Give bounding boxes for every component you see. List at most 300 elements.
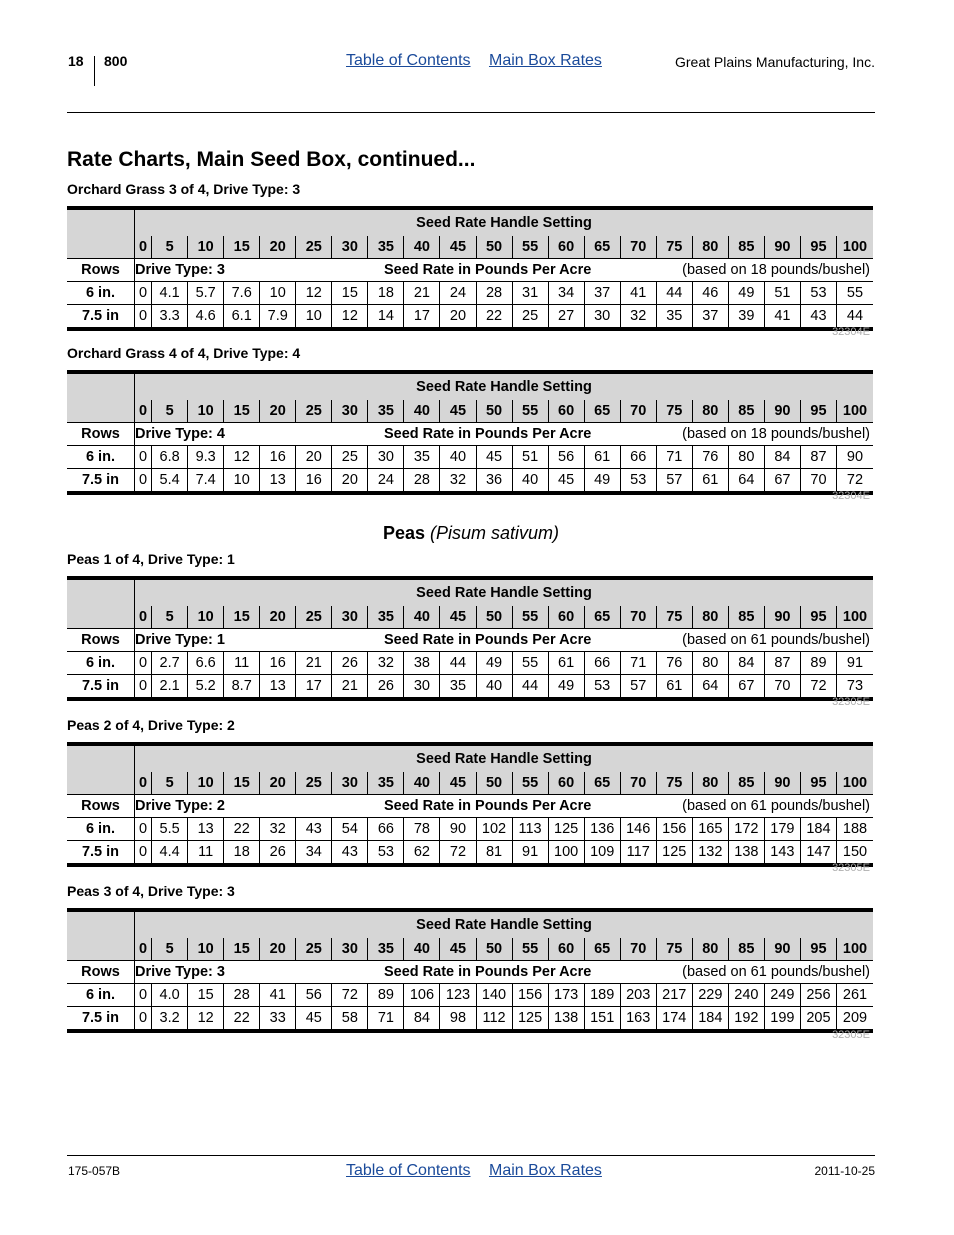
setting-value: 15 <box>224 606 260 629</box>
rate-cell: 5.5 <box>152 818 188 841</box>
rate-cell: 58 <box>332 1007 368 1032</box>
setting-value: 75 <box>656 606 692 629</box>
rate-cell: 138 <box>728 841 764 866</box>
setting-value: 85 <box>728 236 764 259</box>
figure-code: 32304E <box>832 490 870 502</box>
rate-cell: 45 <box>548 469 584 494</box>
rate-cell: 109 <box>584 841 620 866</box>
rate-cell: 64 <box>728 469 764 494</box>
rate-cell: 32 <box>620 305 656 330</box>
rate-cell: 32 <box>260 818 296 841</box>
setting-value: 20 <box>260 236 296 259</box>
setting-value: 0 <box>134 772 151 795</box>
rate-cell: 72 <box>800 675 836 700</box>
handle-setting-heading: Seed Rate Handle Setting <box>134 910 873 938</box>
setting-value: 30 <box>332 236 368 259</box>
setting-value: 95 <box>800 938 836 961</box>
rate-cell: 13 <box>260 675 296 700</box>
drive-info-cell <box>134 259 873 282</box>
bushel-basis: (based on 61 pounds/bushel) <box>682 632 870 648</box>
corner-cell <box>67 938 134 961</box>
rate-cell: 125 <box>656 841 692 866</box>
rate-cell: 51 <box>764 282 800 305</box>
rate-cell: 146 <box>620 818 656 841</box>
rate-table <box>67 908 873 1033</box>
row-spacing-label: 7.5 in <box>81 472 120 488</box>
rate-cell: 90 <box>836 446 873 469</box>
setting-value: 65 <box>584 938 620 961</box>
rate-cell: 132 <box>692 841 728 866</box>
setting-value: 80 <box>692 772 728 795</box>
setting-value: 70 <box>620 400 656 423</box>
rate-cell: 106 <box>404 984 440 1007</box>
handle-setting-heading: Seed Rate Handle Setting <box>134 744 873 772</box>
rate-cell: 91 <box>512 841 548 866</box>
rate-cell: 113 <box>512 818 548 841</box>
setting-value: 25 <box>296 236 332 259</box>
bushel-basis: (based on 61 pounds/bushel) <box>682 798 870 814</box>
header-rule <box>67 112 875 113</box>
rate-cell: 0 <box>134 652 151 675</box>
setting-value: 50 <box>476 606 512 629</box>
rate-cell: 4.1 <box>152 282 188 305</box>
row-spacing-label: 6 in. <box>67 984 134 1007</box>
rate-cell: 53 <box>620 469 656 494</box>
rate-cell: 102 <box>476 818 512 841</box>
table-of-contents-link[interactable]: Table of Contents <box>346 52 471 69</box>
rate-cell: 72 <box>836 469 873 494</box>
rate-cell: 117 <box>620 841 656 866</box>
rate-cell: 184 <box>692 1007 728 1032</box>
rate-cell: 188 <box>836 818 873 841</box>
corner-cell <box>67 208 134 236</box>
rate-cell: 70 <box>800 469 836 494</box>
rate-cell: 24 <box>368 469 404 494</box>
rate-cell: 53 <box>800 282 836 305</box>
table-title: Peas 1 of 4, Drive Type: 1 <box>67 551 235 567</box>
page-title: Rate Charts, Main Seed Box, continued... <box>67 148 476 171</box>
setting-value: 80 <box>692 236 728 259</box>
seed-rate-label: Seed Rate in Pounds Per Acre <box>383 426 592 442</box>
handle-setting-heading: Seed Rate Handle Setting <box>134 372 873 400</box>
rows-label: Rows <box>67 629 134 652</box>
rate-cell: 39 <box>728 305 764 330</box>
rate-cell: 55 <box>836 282 873 305</box>
rate-cell: 2.1 <box>152 675 188 700</box>
table-title: Peas 2 of 4, Drive Type: 2 <box>67 717 235 733</box>
setting-value: 45 <box>440 236 476 259</box>
rate-cell: 4.4 <box>152 841 188 866</box>
setting-value: 15 <box>224 236 260 259</box>
rate-cell: 151 <box>584 1007 620 1032</box>
rate-cell: 35 <box>440 675 476 700</box>
table-row <box>67 469 873 494</box>
table-row <box>67 282 873 305</box>
rate-cell: 84 <box>764 446 800 469</box>
rate-cell: 90 <box>440 818 476 841</box>
rate-cell: 173 <box>548 984 584 1007</box>
setting-value: 75 <box>656 236 692 259</box>
model-number: 800 <box>104 53 128 69</box>
rate-cell: 12 <box>296 282 332 305</box>
drive-type-label: Drive Type: 1 <box>134 632 225 648</box>
settings-row <box>67 606 873 629</box>
row-spacing-label: 7.5 in <box>81 308 120 324</box>
setting-value: 5 <box>152 606 188 629</box>
seed-rate-label: Seed Rate in Pounds Per Acre <box>383 964 592 980</box>
rate-cell: 89 <box>800 652 836 675</box>
rate-cell: 209 <box>836 1007 873 1032</box>
rate-cell: 18 <box>224 841 260 866</box>
rows-label: Rows <box>67 795 134 818</box>
rate-cell: 41 <box>260 984 296 1007</box>
setting-value: 95 <box>800 772 836 795</box>
rate-cell: 71 <box>368 1007 404 1032</box>
setting-value: 20 <box>260 772 296 795</box>
corner-cell <box>67 236 134 259</box>
setting-value: 40 <box>404 938 440 961</box>
rate-cell: 10 <box>296 305 332 330</box>
handle-setting-header-row <box>67 578 873 606</box>
row-spacing-label: 6 in. <box>67 446 134 469</box>
setting-value: 5 <box>152 772 188 795</box>
rate-cell: 7.4 <box>188 469 224 494</box>
rate-cell: 20 <box>440 305 476 330</box>
setting-value: 100 <box>836 606 873 629</box>
setting-value: 10 <box>188 938 224 961</box>
setting-value: 70 <box>620 772 656 795</box>
rate-cell: 12 <box>332 305 368 330</box>
rate-cell: 16 <box>260 652 296 675</box>
rate-cell: 7.9 <box>260 305 296 330</box>
table-row <box>67 841 873 866</box>
table-title: Orchard Grass 3 of 4, Drive Type: 3 <box>67 181 301 197</box>
setting-value: 25 <box>296 938 332 961</box>
section-latin-name: (Pisum sativum) <box>430 523 560 543</box>
setting-value: 35 <box>368 938 404 961</box>
setting-value: 75 <box>656 772 692 795</box>
rate-cell: 67 <box>728 675 764 700</box>
settings-row <box>67 236 873 259</box>
setting-value: 45 <box>440 400 476 423</box>
rate-cell: 0 <box>134 1007 151 1032</box>
rate-cell: 76 <box>692 446 728 469</box>
rate-cell: 17 <box>404 305 440 330</box>
footer-links <box>346 1162 616 1180</box>
rate-cell: 15 <box>188 984 224 1007</box>
bushel-basis: (based on 18 pounds/bushel) <box>682 262 870 278</box>
row-spacing-label: 7.5 in <box>81 844 120 860</box>
rate-cell: 37 <box>584 282 620 305</box>
setting-value: 20 <box>260 400 296 423</box>
rate-cell: 35 <box>656 305 692 330</box>
rate-cell: 21 <box>404 282 440 305</box>
setting-value: 35 <box>368 606 404 629</box>
rate-cell: 20 <box>332 469 368 494</box>
rate-cell: 37 <box>692 305 728 330</box>
rate-cell: 125 <box>548 818 584 841</box>
setting-value: 10 <box>188 236 224 259</box>
rate-cell: 35 <box>404 446 440 469</box>
seed-rate-label: Seed Rate in Pounds Per Acre <box>383 798 592 814</box>
rate-cell: 249 <box>764 984 800 1007</box>
setting-value: 50 <box>476 938 512 961</box>
rate-cell: 3.3 <box>152 305 188 330</box>
rate-cell: 44 <box>440 652 476 675</box>
rate-cell: 150 <box>836 841 873 866</box>
drive-type-label: Drive Type: 2 <box>134 798 225 814</box>
table-row <box>67 305 873 330</box>
rate-cell: 70 <box>764 675 800 700</box>
drive-type-label: Drive Type: 4 <box>134 426 225 442</box>
rate-cell: 0 <box>134 469 151 494</box>
handle-setting-heading: Seed Rate Handle Setting <box>134 208 873 236</box>
row-spacing-label: 6 in. <box>67 282 134 305</box>
section-title-peas <box>67 523 875 544</box>
header-links <box>346 52 616 70</box>
rate-cell: 25 <box>512 305 548 330</box>
rate-cell: 89 <box>368 984 404 1007</box>
rate-cell: 44 <box>656 282 692 305</box>
setting-value: 25 <box>296 400 332 423</box>
setting-value: 100 <box>836 400 873 423</box>
rate-cell: 45 <box>296 1007 332 1032</box>
rate-cell: 43 <box>800 305 836 330</box>
rate-cell: 172 <box>728 818 764 841</box>
rate-cell: 57 <box>620 675 656 700</box>
rate-cell: 32 <box>440 469 476 494</box>
rate-cell: 22 <box>476 305 512 330</box>
table-row <box>67 446 873 469</box>
drive-info-cell <box>134 961 873 984</box>
page-number: 18 <box>68 53 84 69</box>
rate-cell: 26 <box>368 675 404 700</box>
setting-value: 45 <box>440 938 476 961</box>
rate-cell: 0 <box>134 305 151 330</box>
rate-cell: 12 <box>188 1007 224 1032</box>
table-row <box>67 818 873 841</box>
setting-value: 40 <box>404 236 440 259</box>
setting-value: 80 <box>692 606 728 629</box>
rate-cell: 203 <box>620 984 656 1007</box>
rate-cell: 156 <box>512 984 548 1007</box>
rate-cell: 22 <box>224 1007 260 1032</box>
setting-value: 30 <box>332 606 368 629</box>
setting-value: 70 <box>620 606 656 629</box>
seed-rate-label: Seed Rate in Pounds Per Acre <box>383 262 592 278</box>
drive-type-row <box>67 961 873 984</box>
settings-row <box>67 772 873 795</box>
rate-cell: 10 <box>260 282 296 305</box>
setting-value: 55 <box>512 400 548 423</box>
drive-info-cell <box>134 423 873 446</box>
rate-cell: 179 <box>764 818 800 841</box>
setting-value: 0 <box>134 400 151 423</box>
rate-table <box>67 206 873 331</box>
rate-cell: 27 <box>548 305 584 330</box>
rate-cell: 30 <box>368 446 404 469</box>
handle-setting-header-row <box>67 744 873 772</box>
rate-cell: 80 <box>728 446 764 469</box>
main-box-rates-link[interactable]: Main Box Rates <box>488 52 602 69</box>
handle-setting-header-row <box>67 910 873 938</box>
rate-cell: 13 <box>260 469 296 494</box>
corner-cell <box>67 372 134 400</box>
rows-label: Rows <box>67 259 134 282</box>
setting-value: 100 <box>836 938 873 961</box>
rate-cell: 56 <box>296 984 332 1007</box>
setting-value: 45 <box>440 606 476 629</box>
setting-value: 15 <box>224 938 260 961</box>
rate-cell: 174 <box>656 1007 692 1032</box>
rate-cell: 33 <box>260 1007 296 1032</box>
table-row <box>67 675 873 700</box>
rate-cell: 0 <box>134 446 151 469</box>
rate-cell: 17 <box>296 675 332 700</box>
rate-cell: 9.3 <box>188 446 224 469</box>
rate-cell: 49 <box>728 282 764 305</box>
setting-value: 80 <box>692 400 728 423</box>
setting-value: 35 <box>368 236 404 259</box>
rate-cell: 30 <box>584 305 620 330</box>
rate-cell: 20 <box>296 446 332 469</box>
rate-cell: 64 <box>692 675 728 700</box>
figure-code: 32305E <box>832 862 870 874</box>
setting-value: 85 <box>728 938 764 961</box>
rate-cell: 87 <box>764 652 800 675</box>
rate-cell: 143 <box>764 841 800 866</box>
rate-cell: 12 <box>224 446 260 469</box>
rate-cell: 7.6 <box>224 282 260 305</box>
rate-cell: 38 <box>404 652 440 675</box>
row-spacing-label: 6 in. <box>67 652 134 675</box>
rate-cell: 84 <box>404 1007 440 1032</box>
rate-cell: 261 <box>836 984 873 1007</box>
corner-cell <box>67 744 134 772</box>
rate-cell: 189 <box>584 984 620 1007</box>
rate-cell: 87 <box>800 446 836 469</box>
setting-value: 25 <box>296 772 332 795</box>
setting-value: 10 <box>188 606 224 629</box>
rate-cell: 53 <box>584 675 620 700</box>
rate-cell: 40 <box>512 469 548 494</box>
rate-cell: 62 <box>404 841 440 866</box>
setting-value: 60 <box>548 400 584 423</box>
setting-value: 60 <box>548 236 584 259</box>
rate-cell: 49 <box>584 469 620 494</box>
rate-cell: 91 <box>836 652 873 675</box>
setting-value: 90 <box>764 772 800 795</box>
rate-cell: 25 <box>332 446 368 469</box>
rate-cell: 45 <box>476 446 512 469</box>
rate-cell: 32 <box>368 652 404 675</box>
setting-value: 20 <box>260 606 296 629</box>
footer-table-of-contents-link[interactable]: Table of Contents <box>346 1162 471 1179</box>
setting-value: 5 <box>152 236 188 259</box>
setting-value: 30 <box>332 938 368 961</box>
section-name: Peas <box>382 523 425 543</box>
rate-cell: 66 <box>620 446 656 469</box>
drive-type-row <box>67 259 873 282</box>
row-spacing-label: 6 in. <box>67 818 134 841</box>
rate-cell: 41 <box>620 282 656 305</box>
setting-value: 20 <box>260 938 296 961</box>
rate-cell: 0 <box>134 675 151 700</box>
setting-value: 95 <box>800 606 836 629</box>
rate-cell: 15 <box>332 282 368 305</box>
rate-cell: 41 <box>764 305 800 330</box>
rate-cell: 40 <box>440 446 476 469</box>
figure-code: 32305E <box>832 1029 870 1041</box>
rate-cell: 49 <box>548 675 584 700</box>
setting-value: 90 <box>764 606 800 629</box>
drive-info-cell <box>134 629 873 652</box>
row-spacing-label: 7.5 in <box>81 1010 120 1026</box>
rate-cell: 5.7 <box>188 282 224 305</box>
setting-value: 40 <box>404 400 440 423</box>
rate-cell: 112 <box>476 1007 512 1032</box>
rate-cell: 6.8 <box>152 446 188 469</box>
rate-cell: 205 <box>800 1007 836 1032</box>
handle-setting-heading: Seed Rate Handle Setting <box>134 578 873 606</box>
rate-table <box>67 576 873 701</box>
rate-cell: 147 <box>800 841 836 866</box>
row-spacing-label: 7.5 in <box>81 678 120 694</box>
setting-value: 15 <box>224 400 260 423</box>
corner-cell <box>67 910 134 938</box>
rate-cell: 54 <box>332 818 368 841</box>
rate-cell: 0 <box>134 818 151 841</box>
setting-value: 75 <box>656 400 692 423</box>
setting-value: 100 <box>836 236 873 259</box>
rate-cell: 192 <box>728 1007 764 1032</box>
rate-cell: 51 <box>512 446 548 469</box>
rate-cell: 73 <box>836 675 873 700</box>
rate-cell: 34 <box>548 282 584 305</box>
rate-cell: 44 <box>836 305 873 330</box>
rate-cell: 11 <box>188 841 224 866</box>
rate-cell: 61 <box>692 469 728 494</box>
setting-value: 0 <box>134 236 151 259</box>
setting-value: 10 <box>188 772 224 795</box>
rate-cell: 24 <box>440 282 476 305</box>
drive-type-row <box>67 629 873 652</box>
footer-main-box-rates-link[interactable]: Main Box Rates <box>488 1162 602 1179</box>
rate-cell: 26 <box>332 652 368 675</box>
rate-cell: 14 <box>368 305 404 330</box>
rate-cell: 5.2 <box>188 675 224 700</box>
drive-type-row <box>67 423 873 446</box>
rate-cell: 72 <box>332 984 368 1007</box>
rate-cell: 2.7 <box>152 652 188 675</box>
setting-value: 70 <box>620 236 656 259</box>
settings-row <box>67 400 873 423</box>
rate-cell: 26 <box>260 841 296 866</box>
rate-cell: 46 <box>692 282 728 305</box>
rate-cell: 10 <box>224 469 260 494</box>
setting-value: 60 <box>548 606 584 629</box>
table-row <box>67 1007 873 1032</box>
setting-value: 95 <box>800 236 836 259</box>
rate-cell: 43 <box>296 818 332 841</box>
corner-cell <box>67 400 134 423</box>
setting-value: 5 <box>152 400 188 423</box>
drive-type-row <box>67 795 873 818</box>
rate-cell: 18 <box>368 282 404 305</box>
rate-cell: 199 <box>764 1007 800 1032</box>
document-number: 175-057B <box>68 1164 121 1178</box>
rate-cell: 123 <box>440 984 476 1007</box>
